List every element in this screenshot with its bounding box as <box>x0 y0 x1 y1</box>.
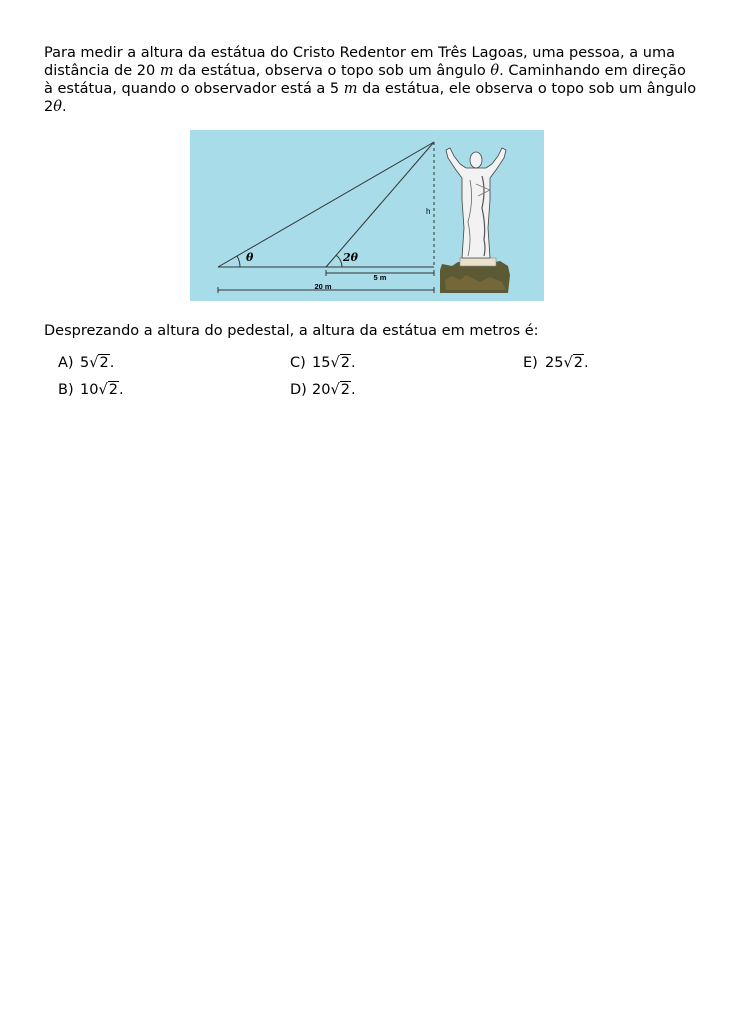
problem-line-4 <box>44 98 694 116</box>
radical-sign: √ <box>89 355 99 371</box>
option-letter: D) <box>290 382 307 398</box>
sqrt-expression <box>330 382 350 398</box>
unit-m: m <box>343 81 358 97</box>
option-end: . <box>350 382 356 398</box>
option-end: . <box>118 382 124 398</box>
option-c[interactable] <box>290 355 356 371</box>
problem-line-3 <box>44 80 697 98</box>
question-text: Desprezando a altura do pedestal, a altura da estátua em metros é: <box>44 323 539 339</box>
text-segment: distância de 20 <box>44 63 160 79</box>
sqrt-expression <box>89 355 109 371</box>
option-b[interactable] <box>58 382 124 398</box>
radicand: 2 <box>573 355 583 371</box>
text-segment: . Caminhando em direção <box>499 63 686 79</box>
sqrt-expression <box>563 355 583 371</box>
radicand: 2 <box>340 355 350 371</box>
sqrt-expression <box>330 355 350 371</box>
option-letter: B) <box>58 382 74 398</box>
option-coefficient: 5 <box>80 355 90 371</box>
radical-sign: √ <box>330 355 340 371</box>
text-segment: 2 <box>44 99 54 115</box>
angle-label-theta: θ <box>246 251 254 264</box>
statue-diagram <box>190 130 544 301</box>
option-coefficient: 10 <box>80 382 99 398</box>
option-letter: E) <box>523 355 538 371</box>
option-end: . <box>583 355 589 371</box>
option-coefficient: 15 <box>312 355 331 371</box>
angle-label-2theta: 2θ <box>343 251 358 264</box>
sqrt-expression <box>98 382 118 398</box>
problem-line-1: Para medir a altura da estátua do Cristo Redentor em Três Lagoas, uma pessoa, a uma <box>44 45 675 61</box>
problem-line-2 <box>44 62 694 80</box>
height-label: h <box>426 207 431 216</box>
theta-symbol: θ <box>53 99 62 115</box>
option-coefficient: 25 <box>545 355 564 371</box>
radical-sign: √ <box>98 382 108 398</box>
statue-base <box>460 258 496 266</box>
option-coefficient: 20 <box>312 382 331 398</box>
theta-symbol: θ <box>490 63 500 79</box>
text-segment: . <box>61 99 67 115</box>
radical-sign: √ <box>330 382 340 398</box>
option-d[interactable] <box>290 382 356 398</box>
option-letter: A) <box>58 355 74 371</box>
option-letter: C) <box>290 355 306 371</box>
radicand: 2 <box>340 382 350 398</box>
radical-sign: √ <box>563 355 573 371</box>
dim-label-20m: 20 m <box>314 282 332 291</box>
text-segment: à estátua, quando o observador está a 5 <box>44 81 344 97</box>
radicand: 2 <box>99 355 109 371</box>
unit-m: m <box>159 63 174 79</box>
option-end: . <box>109 355 115 371</box>
dim-label-5m: 5 m <box>373 273 387 282</box>
problem-statement <box>44 44 697 116</box>
text-segment: da estátua, ele observa o topo sob um ângulo <box>357 81 697 97</box>
option-end: . <box>350 355 356 371</box>
radicand: 2 <box>108 382 118 398</box>
statue-head <box>470 152 482 168</box>
option-e[interactable] <box>523 355 589 371</box>
diagram-svg <box>190 130 544 301</box>
option-a[interactable] <box>58 355 114 371</box>
text-segment: da estátua, observa o topo sob um ângulo <box>173 63 491 79</box>
